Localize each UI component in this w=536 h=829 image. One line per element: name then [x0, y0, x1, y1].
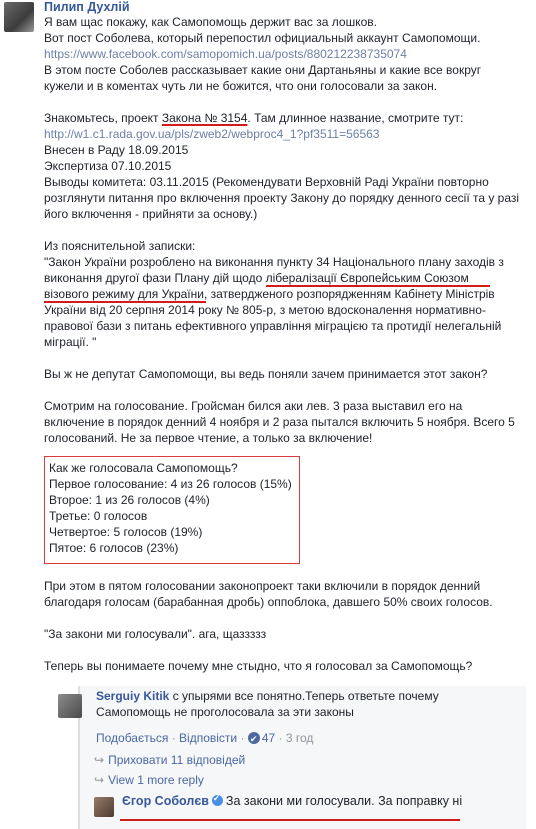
post-body — [44, 14, 530, 446]
box-line: Четвертое: 5 голосов (19%) — [49, 525, 203, 539]
arrow-icon: ↪ — [94, 753, 105, 767]
post-line: Я вам щас покажу, как Самопомощь держит вас за лошков. — [44, 15, 377, 29]
box-line: Как же голосовала Самопомощь? — [49, 461, 238, 475]
box-line: Второе: 1 из 26 голосов (4%) — [49, 493, 210, 507]
note-line: України від 20 серпня 2014 року № 805-р, з метою вдосконалення нормативно- — [44, 303, 486, 317]
box-line: Пятое: 6 голосов (23%) — [49, 541, 179, 555]
reply-link[interactable]: Відповісти — [179, 731, 238, 745]
box-line: Третье: 0 голосов — [49, 509, 148, 523]
comment-actions: Подобається · Відповісти · ✔47 · 3 год — [96, 730, 313, 746]
commenter-name[interactable]: Serguiy Kitik — [96, 689, 170, 703]
note-title: Из пояснительной записки: — [44, 239, 196, 253]
post-body-continued — [44, 578, 530, 674]
post-line: благодаря голосам (барабанная дробь) оппоблока, давшего 50% своих голосов. — [44, 595, 493, 609]
highlight-underline — [266, 285, 490, 287]
like-count[interactable]: 47 — [261, 731, 276, 745]
like-icon — [248, 732, 260, 744]
rada-link[interactable]: http://w1.c1.rada.gov.ua/pls/zweb2/webproc4_1?pf3511=56563 — [44, 127, 380, 141]
author-avatar[interactable] — [4, 2, 34, 32]
note-line: правової бази з питань ефективного управління міграцією та протидії нелегальній — [44, 319, 502, 333]
like-link[interactable]: Подобається — [96, 731, 169, 745]
voting-line: голосований. Не за первое чтение, а только за включение! — [44, 431, 373, 445]
post-line: кужели и в коментах чуть ли не божится, что они голосовали за закон. — [44, 79, 438, 93]
post-line: його включення - прийняти за основу.) — [44, 207, 258, 221]
hide-replies-link[interactable]: ↪ Приховати 11 відповідей — [94, 753, 246, 767]
commenter-avatar[interactable] — [58, 694, 82, 718]
final-line: Теперь вы понимаете почему мне стыдно, что я голосовал за Самопомощь? — [44, 659, 473, 673]
law-name: Закона № 3154 — [161, 111, 248, 125]
post-line: Экспертиза 07.10.2015 — [44, 159, 172, 173]
note-line: виконання другої фази Плану дій щодо лібералізації Європейським Союзом — [44, 271, 469, 285]
post-line: При этом в пятом голосовании законопроект таки включили в порядок денний — [44, 579, 481, 593]
reply-avatar[interactable] — [94, 797, 114, 817]
post-line: В этом посте Соболев рассказывает какие они Дартаньяны и какие все вокруг — [44, 63, 482, 77]
reply-text: Єгор Соболєв✓ За закони ми голосували. За поправку ні — [122, 794, 462, 808]
verified-badge-icon — [212, 795, 223, 806]
reply-arrow-icon: ↪ — [94, 773, 105, 787]
voting-results-box — [44, 456, 300, 564]
reply-author-name[interactable]: Єгор Соболєв — [122, 794, 209, 808]
note-line: міграції. " — [44, 335, 97, 349]
comment-time: 3 год — [285, 731, 314, 745]
post-line: Выводы комитета: 03.11.2015 (Рекомендувати Верховній Раді України повторно — [44, 175, 489, 189]
view-more-replies-link[interactable]: ↪ View 1 more reply — [94, 773, 204, 787]
quote-line: "За закони ми голосували". ага, щаззззз — [44, 627, 267, 641]
post-line: Внесен в Раду 18.09.2015 — [44, 143, 189, 157]
note-line: "Закон України розроблено на виконання пункту 34 Національного плану заходів з — [44, 255, 504, 269]
post-author-name[interactable]: Пилип Духлій — [44, 0, 130, 14]
comment-text: Serguiy Kitik с упырями все понятно.Теперь ответьте почему Самопомощь не проголосовала за эти законы — [96, 689, 439, 719]
facebook-post-link[interactable]: https://www.facebook.com/samopomich.ua/posts/880212238735074 — [44, 47, 407, 61]
comments-section — [78, 686, 526, 829]
highlight-underline — [44, 301, 206, 303]
voting-line: включение в порядок денний 4 ноября и 2 раза пытался включить 5 ноября. Всего 5 — [44, 415, 515, 429]
box-line: Первое голосование: 4 из 26 голосов (15%) — [49, 477, 292, 491]
question: Вы ж не депутат Самопомощи, вы ведь поняли зачем принимается этот закон? — [44, 367, 488, 381]
law-intro: Знакомьтесь, проект Закона № 3154. Там длинное название, смотрите тут: — [44, 111, 464, 125]
voting-line: Смотрим на голосование. Гройсман бился аки лев. 3 раза выставил его на — [44, 399, 463, 413]
note-line: візового режиму для України, затвердженого розпорядженням Кабінету Міністрів — [44, 287, 495, 301]
post-line: розглянути питання про включення проекту Закону до порядку денного сесії та у разі — [44, 191, 520, 205]
highlight-underline — [120, 819, 460, 821]
post-line: Вот пост Соболева, который перепостил официальный аккаунт Самопомощи. — [44, 31, 481, 45]
